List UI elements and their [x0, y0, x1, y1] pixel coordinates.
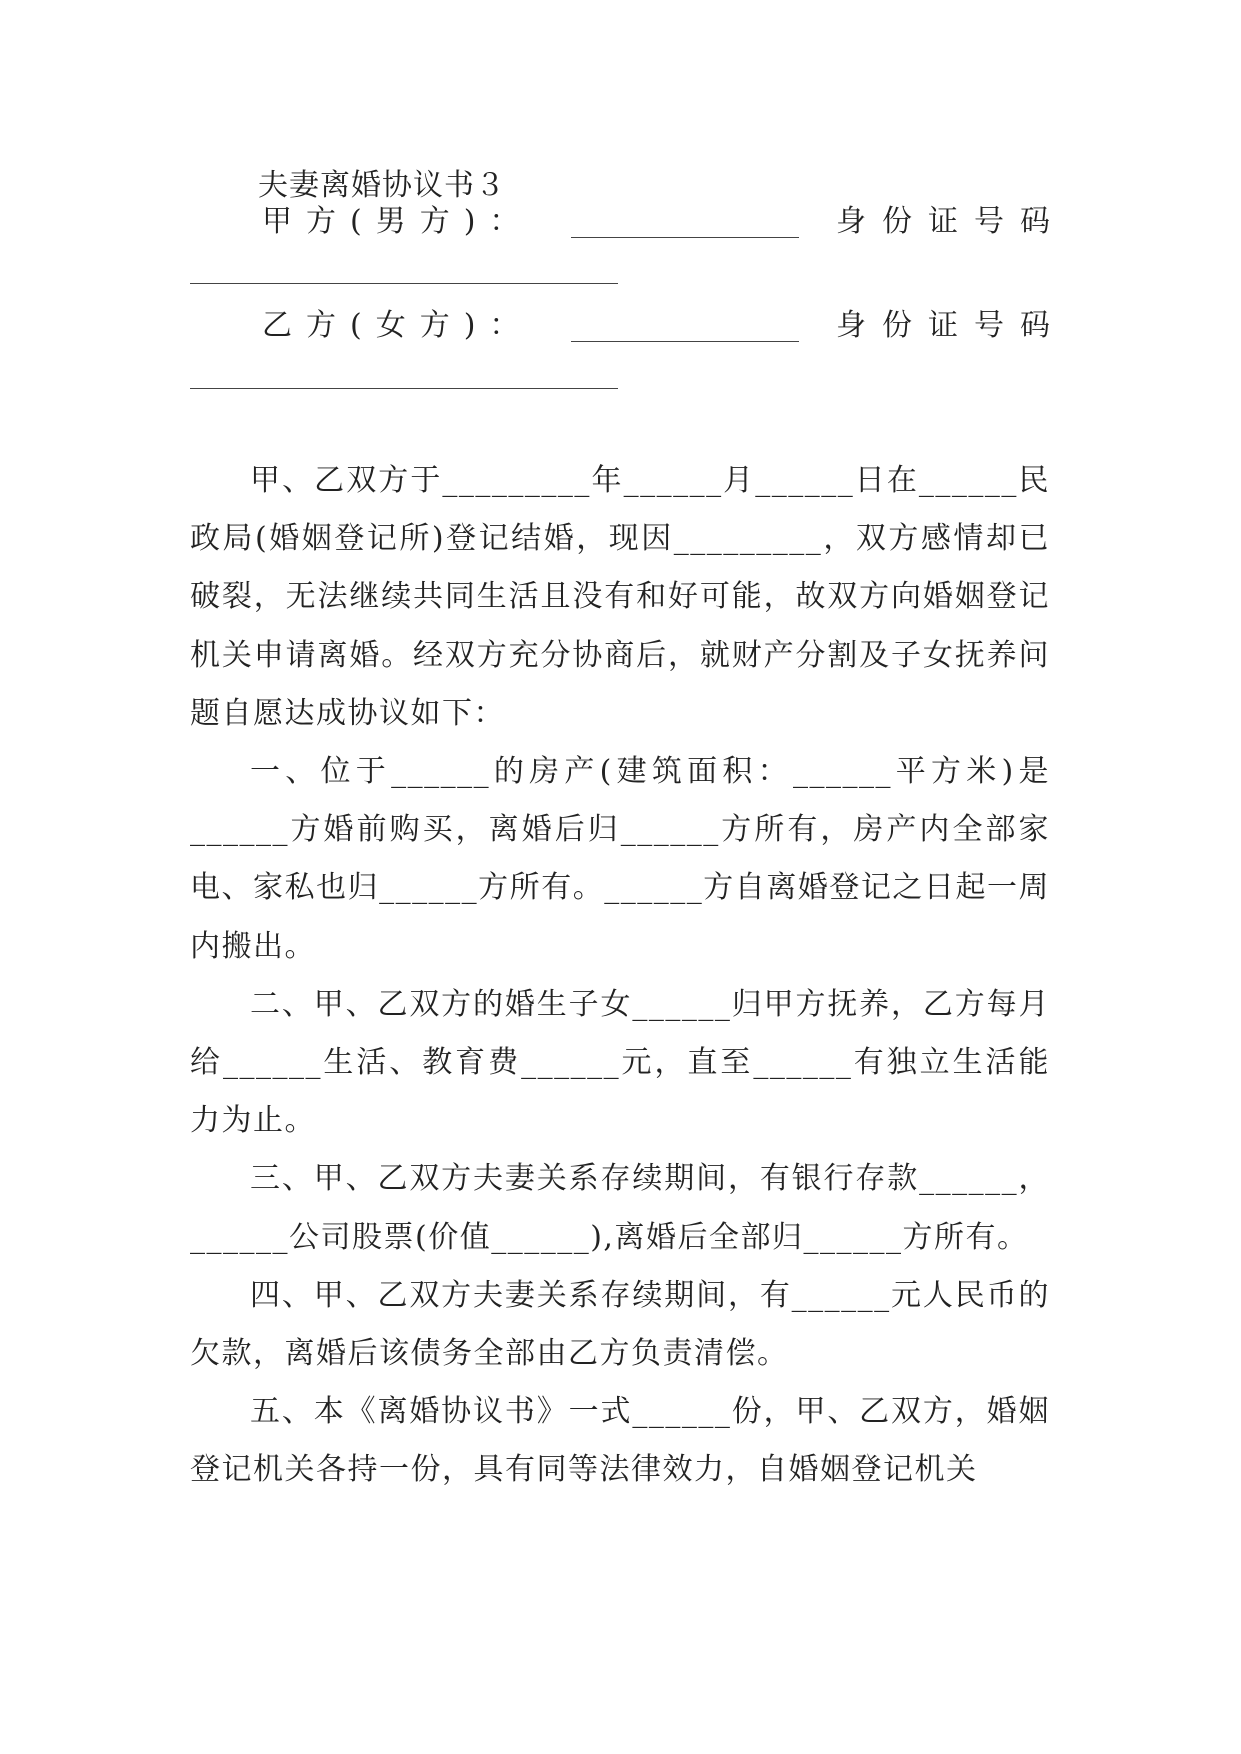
- party-a-id-label: 身份证号码: [835, 204, 1066, 239]
- paragraph-clause-3: 三、甲、乙双方夫妻关系存续期间，有银行存款______，______公司股票(价值______),离婚后全部归______方所有。: [190, 1161, 1050, 1255]
- party-a-id-blank: [190, 283, 618, 284]
- party-b-line: [190, 306, 1066, 346]
- party-b-id-label: 身份证号码: [835, 308, 1066, 343]
- document-title: 夫妻离婚协议书３: [258, 168, 506, 203]
- agreement-body: [190, 452, 1050, 1500]
- paragraph-clause-5: 五、本《离婚协议书》一式______份，甲、乙双方，婚姻登记机关各持一份，具有同等法律效力，自婚姻登记机关: [190, 1394, 1050, 1488]
- party-a-line: [190, 202, 1066, 242]
- party-b-id-blank: [190, 388, 618, 389]
- party-a-label: 甲方(男方)：: [262, 204, 534, 239]
- party-a-name-blank: [571, 207, 799, 238]
- paragraph-clause-4: 四、甲、乙双方夫妻关系存续期间，有______元人民币的欠款，离婚后该债务全部由乙方负责清偿。: [190, 1277, 1050, 1372]
- paragraph-intro: 甲、乙双方于_________年______月______日在______民政局(婚姻登记所)登记结婚，现因_________，双方感情却已破裂，无法继续共同生活且没有和好可能，故双方向婚姻登记机关申请离婚。经双方充分协商后，就财产分割及子女抚养问题自愿达成协议如下：: [190, 463, 1050, 731]
- party-b-name-blank: [571, 311, 799, 342]
- paragraph-clause-1: 一、位于______的房产(建筑面积：______平方米)是______方婚前购买，离婚后归______方所有，房产内全部家电、家私也归______方所有。______方自离婚登记之日起一周内搬出。: [190, 754, 1050, 964]
- paragraph-clause-2: 二、甲、乙双方的婚生子女______归甲方抚养，乙方每月给______生活、教育费______元，直至______有独立生活能力为止。: [190, 986, 1050, 1139]
- party-b-label: 乙方(女方)：: [262, 308, 534, 343]
